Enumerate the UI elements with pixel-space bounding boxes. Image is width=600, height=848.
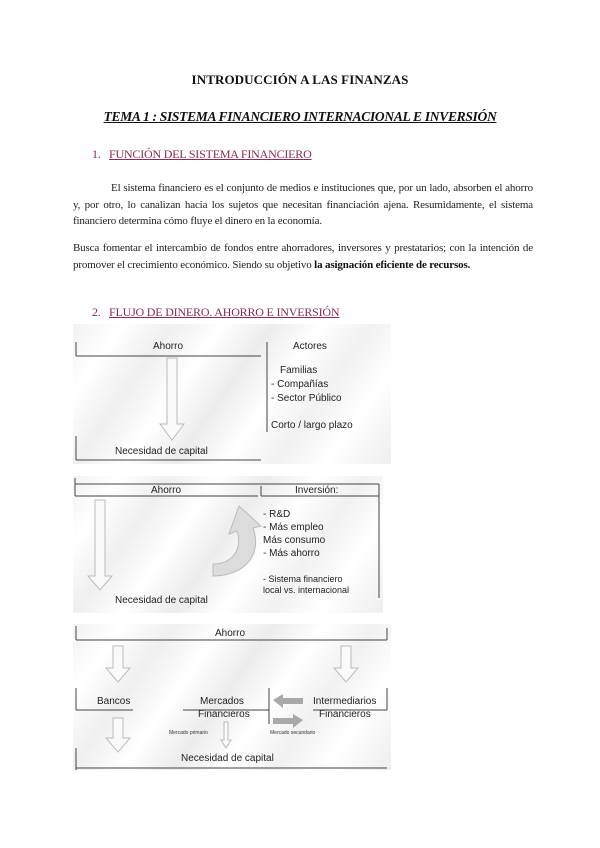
d3-intermediarios-2: Financieros: [319, 709, 371, 720]
document-title: INTRODUCCIÓN A LAS FINANZAS: [191, 72, 409, 87]
section-1-title: FUNCIÓN DEL SISTEMA FINANCIERO: [109, 147, 312, 161]
diagram-1-lines: [73, 324, 391, 464]
d2-necesidad: Necesidad de capital: [115, 595, 208, 606]
d2-item-ahorro: - Más ahorro: [263, 548, 320, 559]
d3-ahorro: Ahorro: [215, 628, 246, 639]
section-2-title: FLUJO DE DINERO. AHORRO E INVERSIÓN: [109, 305, 340, 319]
diagram-ahorro-actores: [73, 324, 391, 464]
d2-inversion: Inversión:: [295, 485, 339, 496]
d3-mercados-2: Financieros: [198, 709, 250, 720]
paragraph-1: El sistema financiero es el conjunto de medios e instituciones que, por un lado, absorben el ahorro y, por otro, lo canalizan hacia los sujetos que necesitan financiación ajena. Resumidamente, el sistema financiero determina cómo fluye el dinero en la economía.: [73, 182, 533, 227]
d3-mercados-1: Mercados: [200, 696, 244, 707]
section-1-number: 1.: [92, 147, 101, 161]
d2-item-empleo: - Más empleo: [263, 522, 324, 533]
tema-title: TEMA 1 : SISTEMA FINANCIERO INTERNACIONAL E INVERSIÓN: [103, 109, 497, 124]
d2-item-rd: - R&D: [263, 509, 291, 520]
d3-bancos: Bancos: [97, 696, 131, 707]
paragraph-2: [73, 240, 533, 273]
d3-arrow-bancos-down-icon: [106, 718, 130, 752]
d1-item-companias: - Compañías: [271, 379, 329, 390]
d2-sistema-2: local vs. internacional: [263, 585, 350, 595]
section-2-number: 2.: [92, 305, 101, 319]
d1-plazo: Corto / largo plazo: [271, 420, 353, 431]
d1-actores: Actores: [293, 341, 327, 352]
d3-arrow-bancos-icon: [106, 646, 130, 682]
d2-ahorro: Ahorro: [151, 485, 182, 496]
d2-sistema-1: - Sistema financiero: [263, 574, 343, 584]
d3-necesidad: Necesidad de capital: [181, 753, 274, 764]
paragraph-2-text: Busca fomentar el intercambio de fondos entre ahorradores, inversores y prestatarios; con la intención de promover el crecimiento económico. Siendo su objetivo: [73, 242, 533, 271]
d1-necesidad: Necesidad de capital: [115, 446, 208, 457]
right-arrow-icon: [273, 714, 303, 728]
d2-down-arrow-icon: [88, 500, 112, 590]
diagram-intermediacion: [73, 624, 391, 770]
d3-intermediarios-1: Intermediarios: [313, 696, 377, 707]
d3-arrow-intermediarios-icon: [334, 646, 358, 682]
d1-ahorro: Ahorro: [153, 341, 184, 352]
section-1-heading: [92, 147, 312, 162]
section-2-heading: [92, 305, 339, 320]
left-arrow-icon: [273, 694, 303, 708]
diagram-ahorro-inversion: [73, 476, 383, 613]
d1-item-familias: Familias: [280, 365, 318, 376]
curved-arrow-icon: [213, 506, 261, 576]
d3-arrow-mercados-down-icon: [221, 722, 231, 748]
d3-mercado-primario: Mercado primario: [169, 730, 208, 736]
d1-item-sector-publico: - Sector Público: [271, 393, 342, 404]
down-arrow-icon: [160, 358, 184, 440]
d3-mercado-secundario: Mercado secundario: [270, 730, 316, 736]
paragraph-2-bold: la asignación eficiente de recursos.: [314, 258, 471, 271]
d2-item-consumo: Más consumo: [263, 535, 326, 546]
